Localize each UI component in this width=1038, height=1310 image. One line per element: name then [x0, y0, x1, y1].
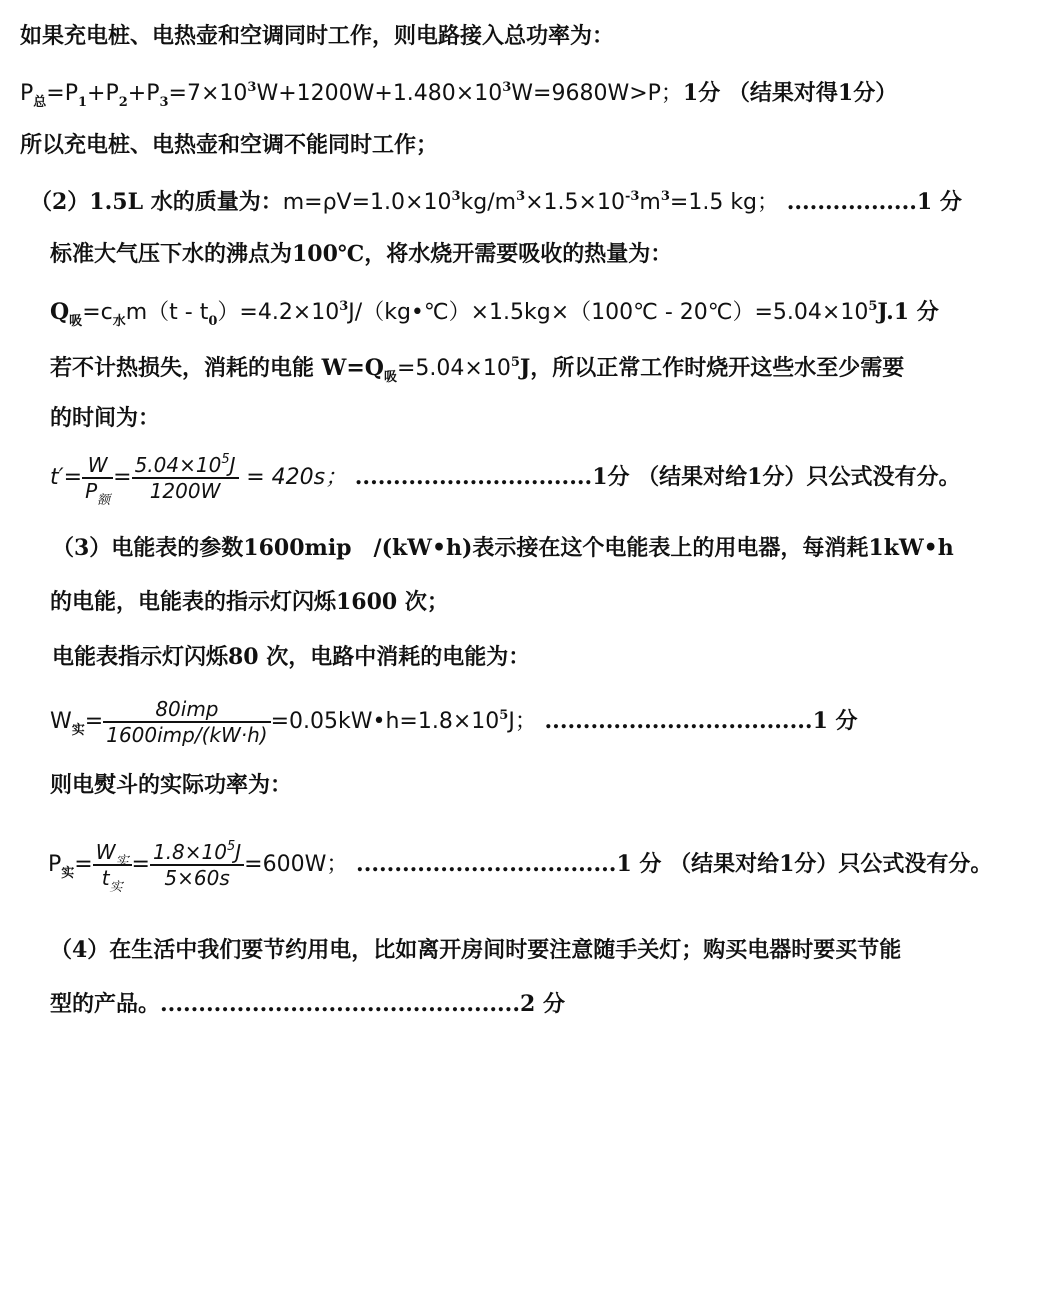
dot-leader: ................. — [786, 189, 917, 215]
line-9-time — [50, 452, 961, 508]
den-text: t — [101, 866, 110, 890]
text-seg: J，所以正常工作时烧开这些水至少需要 — [519, 355, 905, 381]
result: =600W； — [244, 852, 349, 877]
text-seg: =0.05kW•h=1.8×10 — [270, 709, 500, 734]
exp: 3 — [339, 299, 349, 314]
t-prime: t′= — [50, 465, 83, 490]
line-11: 的电能，电能表的指示灯闪烁1600 次； — [50, 589, 449, 615]
text-seg: m — [639, 190, 661, 215]
fraction-imp — [103, 698, 270, 746]
line-8: 的时间为： — [50, 405, 161, 431]
num-unit: J — [235, 840, 242, 864]
dot-leader: .................................. — [356, 851, 617, 877]
text-seg: kg/m — [460, 190, 517, 215]
frac-den: 5×60s — [164, 866, 230, 890]
line-12: 电能表指示灯闪烁80 次，电路中消耗的电能为： — [52, 644, 531, 670]
exp: 5 — [499, 708, 509, 723]
text-seg: W+1200W+1.480×10 — [256, 81, 503, 106]
exp: -3 — [624, 189, 640, 204]
line-13-actual-energy — [50, 694, 858, 749]
frac-num: W — [82, 454, 113, 479]
t-sub: 0 — [208, 314, 218, 329]
dot-leader: ............................... — [354, 464, 593, 490]
line-15-actual-power — [48, 834, 992, 895]
sub-2: 2 — [118, 95, 128, 110]
c-sub: 水 — [112, 314, 126, 329]
score-label: 2 分 — [520, 991, 565, 1017]
text-seg: J； — [508, 709, 537, 734]
q-sub: 吸 — [69, 314, 83, 329]
den-text: P — [85, 479, 98, 503]
fraction-w-over-p — [82, 453, 113, 508]
text-seg: =7×10 — [168, 81, 248, 106]
p-symbol: P — [20, 81, 34, 106]
text-seg: =P — [46, 81, 78, 106]
text-seg: =c — [82, 300, 113, 325]
text-seg: 型的产品。 — [50, 991, 161, 1017]
frac-den: 1600imp/(kW·h) — [106, 723, 268, 747]
exp: 5 — [868, 299, 878, 314]
score-note: （结果对给1分）只公式没有分。 — [637, 464, 961, 490]
num-text: W — [95, 840, 116, 864]
fraction-energy-over-power — [132, 454, 239, 502]
text-seg: J/（kg•℃）×1.5kg×（100℃ - 20℃）=5.04×10 — [348, 300, 869, 325]
exp: 3 — [451, 189, 461, 204]
score-label: 1分 — [682, 80, 721, 106]
exp: 5 — [221, 452, 230, 467]
result: = 420s； — [246, 465, 348, 490]
w-symbol: W — [50, 709, 72, 734]
line-4-water-mass — [30, 188, 962, 217]
line-16: （4）在生活中我们要节约用电，比如离开房间时要注意随手关灯；购买电器时要买节能 — [50, 937, 902, 963]
equals: = — [74, 852, 93, 877]
equals: = — [131, 852, 150, 877]
score-label: 1 分 — [916, 189, 962, 215]
score-label: 1分 — [592, 464, 630, 490]
score-note: （结果对给1分）只公式没有分。 — [669, 851, 993, 877]
frac-den — [93, 866, 132, 895]
fraction-w-over-t — [93, 840, 132, 895]
num-sub: 实 — [115, 854, 129, 869]
score-label: 1 分 — [812, 708, 858, 734]
score-label: 1 分 — [616, 851, 662, 877]
text-seg: m（t - t — [125, 300, 209, 325]
num-text: 1.8×10 — [152, 840, 227, 864]
text-seg: +P — [87, 81, 119, 106]
line-14: 则电熨斗的实际功率为： — [50, 772, 293, 798]
w-sub: 实 — [71, 723, 85, 738]
p-symbol: P — [48, 852, 62, 877]
line-10: （3）电能表的参数1600mip /(kW•h)表示接在这个电能表上的用电器，每消耗1kW•h — [52, 535, 954, 561]
exp: 5 — [226, 839, 236, 854]
num-text: 5.04×10 — [134, 453, 222, 477]
text-seg: =5.04×10 — [396, 356, 511, 381]
equals: = — [84, 709, 104, 734]
exp: 3 — [247, 80, 257, 95]
fraction-energy-over-time — [150, 841, 244, 889]
num-unit: J — [229, 453, 236, 477]
frac-num — [93, 840, 132, 869]
frac-num: 80imp — [103, 698, 270, 723]
frac-num — [132, 454, 239, 479]
frac-den: 1200W — [149, 479, 221, 503]
text-seg: =1.5 kg； — [669, 190, 780, 215]
line-6-heat — [50, 298, 939, 327]
sub-1: 1 — [78, 95, 88, 110]
p-sub: 总 — [33, 95, 47, 110]
line-2-total-power — [20, 79, 897, 108]
frac-num — [150, 841, 244, 866]
q-sub: 吸 — [383, 370, 397, 385]
score-label: J.1 分 — [877, 299, 939, 325]
line-17 — [50, 990, 565, 1018]
text-seg: +P — [127, 81, 160, 106]
den-sub: 实 — [109, 880, 123, 895]
sub-3: 3 — [159, 95, 169, 110]
text-seg: W=9680W>P； — [511, 81, 683, 106]
text-seg: m=ρV=1.0×10 — [282, 190, 452, 215]
equals: = — [113, 465, 132, 490]
text-seg: 若不计热损失，消耗的电能 W=Q — [50, 355, 384, 381]
dot-leader: ................................... — [544, 708, 813, 734]
line-1: 如果充电桩、电热壶和空调同时工作，则电路接入总功率为： — [20, 23, 615, 49]
text-seg: ×1.5×10 — [525, 190, 625, 215]
frac-den — [82, 479, 113, 508]
exp: 5 — [510, 355, 520, 370]
p-sub: 实 — [61, 866, 75, 881]
line-7-energy — [50, 354, 904, 383]
exp: 3 — [502, 80, 512, 95]
exp: 3 — [660, 189, 670, 204]
text-seg: ）=4.2×10 — [217, 300, 340, 325]
dot-leader: ............................................... — [160, 991, 520, 1017]
text-seg: （2）1.5L 水的质量为： — [30, 189, 283, 215]
den-sub: 额 — [97, 493, 111, 508]
score-note: （结果对得1分） — [727, 80, 898, 106]
exp: 3 — [516, 189, 526, 204]
line-5: 标准大气压下水的沸点为100℃，将水烧开需要吸收的热量为： — [50, 241, 673, 267]
q-symbol: Q — [50, 299, 70, 325]
line-3: 所以充电桩、电热壶和空调不能同时工作； — [20, 132, 439, 158]
